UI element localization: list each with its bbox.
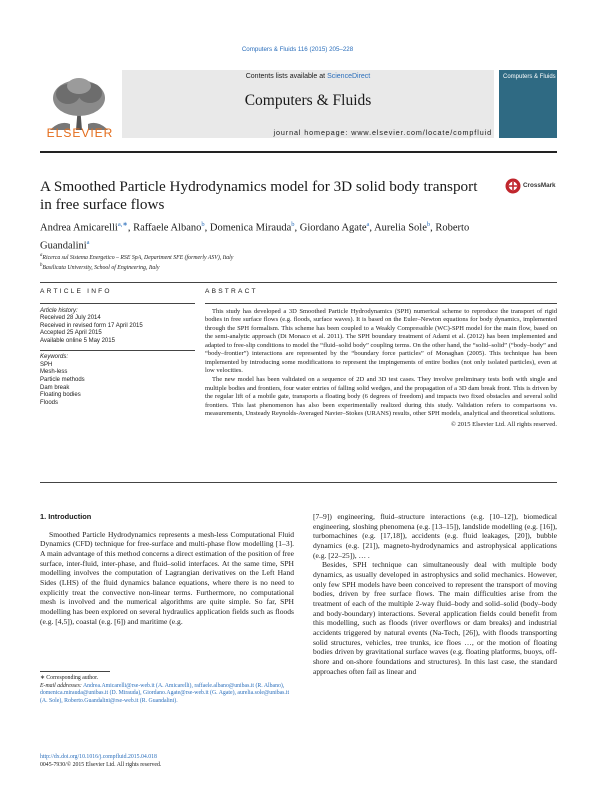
body-paragraph: Besides, SPH technique can simultaneously deal with multiple body dynamics, as usually developed in astrophysics and solid mechanics. However, only few SPH models have been conceived to represent the transport of moving bodies, driven by free surface flows. The main difficulties arise from the treatment of each of the multiple 2-way fluid–body and solid–solid (body–body and body-boundary) interactions. Several application fields could benefit from this modelling, such as floods (river overflows or dam breaks) and industrial accidents triggered by natural events (Na-Tech, [26]), with floods transporting solid structures, vehicles, tree trunks, ice floes …, or the motion of floating bodies driven by gravitational surface waves (e.g. floating platforms, buoys, off-shore and on-shore foundations and structures). In this last case, the standard approaches often fail as linear and [313, 560, 557, 676]
contents-prefix: Contents lists available at [245, 73, 328, 80]
journal-cover-thumbnail [499, 70, 557, 138]
author-affiliation-marker[interactable]: a,∗ [117, 221, 128, 228]
homepage-url[interactable]: www.elsevier.com/locate/compfluid [351, 128, 492, 137]
section-rule-bottom [40, 482, 557, 483]
keyword: Floating bodies [40, 392, 81, 399]
keyword: Mesh-less [40, 369, 68, 376]
author-name: Domenica Mirauda [209, 222, 292, 234]
issn-line: 0045-7930/© 2015 Elsevier Ltd. All rights reserved. [40, 761, 162, 768]
author-name: Aurelia Sole [374, 222, 427, 234]
section-rule-top [40, 282, 557, 283]
homepage-prefix: journal homepage: [273, 128, 352, 137]
info-rule [40, 303, 195, 304]
author-name: Roberto Guandalini [40, 222, 470, 251]
keyword: Floods [40, 399, 59, 406]
history-revised: Received in revised form 17 April 2015 [40, 322, 143, 329]
section-heading-introduction: 1. Introduction [40, 512, 92, 521]
email-addresses[interactable]: Andrea.Amicarelli@rse-web.it (A. Amicarelli), raffaele.albano@unibas.it (R. Albano), domenica.mirauda@unibas.it (D. Mirauda), Giordano.Agate@rse-web.it (G. Agate), aurelia.sole@unibas.it (A. Sole), Roberto.Guandalini@rse-web.it (R. Guandalini). [40, 682, 290, 704]
author-name: Andrea Amicarelli [40, 222, 118, 234]
author-separator: , [294, 222, 300, 234]
email-label: E-mail addresses: [40, 682, 82, 689]
masthead-rule [40, 151, 557, 153]
article-title: A Smoothed Particle Hydrodynamics model for 3D solid body transport in free surface flows [40, 178, 478, 213]
doi-link[interactable]: http://dx.doi.org/10.1016/j.compfluid.2015.04.018 [40, 754, 157, 760]
crossmark-label: CrossMark [523, 182, 556, 189]
history-label: Article history: [40, 307, 78, 314]
affiliation [40, 262, 520, 272]
publisher-wordmark: ELSEVIER [46, 126, 114, 140]
journal-reference[interactable]: Computers & Fluids 116 (2015) 205–228 [241, 46, 354, 53]
abstract-paragraph: This study has developed a 3D Smoothed Particle Hydrodynamics (SPH) numerical scheme to reproduce the transport of rigid bodies in free surface flows (e.g. floods, surface waves). It is based on the Euler–Newton equations for body dynamics, implemented through the SPH formalism. This scheme has been coupled to a Weakly Compressible (WC)-SPH model for the main flow, based on the semi-analytic approach (Di Monaco et al. 2011). The SPH boundary treatment of Adami et al. (2012) has been implemented and adapted to free-slip conditions to model the “fluid–solid body” coupling terms. On the other hand, the “solid–solid” (“body–body” and “body–frontier”) interactions are represented by the “boundary force particles” of Monaghan (2005). This technique has been implemented by introducing some modifications to represent the impingements of entire bodies (not only isolated particles), even at low velocities. [205, 307, 557, 375]
affiliations [40, 252, 520, 272]
abstract [205, 288, 557, 428]
author-separator: , [430, 222, 436, 234]
cover-title: Computers & Fluids [503, 74, 556, 80]
body-right-column [313, 512, 557, 676]
keywords-label: Keywords: [40, 354, 69, 361]
footnotes [40, 675, 294, 705]
author-name: Raffaele Albano [133, 222, 202, 234]
author-affiliation-marker[interactable]: a [366, 221, 370, 228]
corresponding-author-note: ∗ Corresponding author. [40, 675, 99, 681]
journal-homepage [122, 128, 494, 137]
author-separator: , [127, 222, 134, 234]
article-history [40, 308, 195, 346]
article-info [40, 288, 195, 407]
affiliation-marker: a [40, 253, 43, 258]
journal-title: Computers & Fluids [244, 92, 372, 109]
body-left-column [40, 512, 294, 626]
affiliation [40, 252, 520, 262]
affiliation-text: Ricerca sul Sistema Energetico – RSE SpA, Department SFE (formerly ASV), Italy [42, 254, 234, 261]
article-info-heading: ARTICLE INFO [40, 288, 112, 295]
affiliation-text: Basilicata University, School of Engineering, Italy [42, 264, 160, 271]
author-name: Giordano Agate [299, 222, 367, 234]
author-affiliation-marker[interactable]: a [86, 238, 90, 246]
author-affiliation-marker[interactable]: b [426, 221, 431, 228]
author-separator: , [204, 222, 210, 234]
history-accepted: Accepted 25 April 2015 [40, 330, 102, 337]
publication-footer [40, 754, 294, 769]
abstract-rule [205, 303, 557, 304]
sciencedirect-link[interactable]: ScienceDirect [327, 73, 371, 80]
info-rule-2 [40, 350, 195, 351]
masthead [40, 70, 557, 152]
abstract-heading: ABSTRACT [205, 288, 258, 295]
crossmark-badge[interactable] [505, 178, 557, 198]
history-received: Received 28 July 2014 [40, 315, 101, 322]
body-paragraph: Smoothed Particle Hydrodynamics represents a mesh-less Computational Fluid Dynamics (CFD) technique for free-surface and multi-phase flow modelling [1–3]. A main advantage of this method concerns a direct estimation of the position of free surface, inter-fluid, inter-phase, and fluid–solid interfaces. At the same time, SPH modelling involves the computation of Lagrangian derivatives on the Left Hand Sides (LHS) of the fluid dynamics balance equations, where there is no need to explicitly treat the convective non-linear terms. Furthermore, no computational mesh is involved and the numerical algorithms are quite simple. So far, SPH modelling has been explored on several hydraulics application fields such as floods (e.g. [4,5]), coastal (e.g. [6]) and maritime (e.g. [40, 529, 294, 626]
footnote-rule [40, 671, 110, 672]
copyright: © 2015 Elsevier Ltd. All rights reserved. [450, 420, 557, 428]
contents-line [122, 73, 494, 80]
keywords [40, 354, 195, 407]
keyword: SPH [40, 361, 53, 368]
author-separator: , [369, 222, 375, 234]
keyword: Particle methods [40, 376, 85, 383]
affiliation-marker: b [40, 262, 43, 268]
author-list [40, 218, 520, 253]
body-paragraph: [7–9]) engineering, fluid–structure interactions (e.g. [10–12]), biomedical engineering, sloshing phenomena (e.g. [13–15]), landslide modelling (e.g. [16]), turbomachines (e.g. [17,18]), accidents (e.g. fluid leakages, [20]), bubble dynamics (e.g. [21]), magneto-hydrodynamics and astrophysical applications (e.g. [22–25]), … . [313, 512, 557, 560]
history-online: Available online 5 May 2015 [40, 337, 115, 344]
author-affiliation-marker[interactable]: b [291, 221, 295, 228]
author-affiliation-marker[interactable]: b [201, 221, 205, 228]
crossmark-icon [505, 178, 521, 194]
keyword: Dam break [40, 384, 70, 391]
email-note [40, 683, 294, 706]
abstract-paragraph: The new model has been validated on a sequence of 2D and 3D test cases. They involve preliminary tests both with single and multiple bodies and frontiers, four water entries of falling solid wedges, and the propagation of a 3D dam break front. This is driven by the regular lift of a mobile gate, transports a floating body (6 degrees of freedom) and impacts two fixed obstacles and several solid frontiers. This last phenomenon has also been experimentally realized during this study. Validation refers to comparisons vs. measurements, Unsteady Reynolds-Averaged Navier–Stokes (URANS) results, other SPH models, analytical and theoretical solutions. [205, 375, 557, 418]
